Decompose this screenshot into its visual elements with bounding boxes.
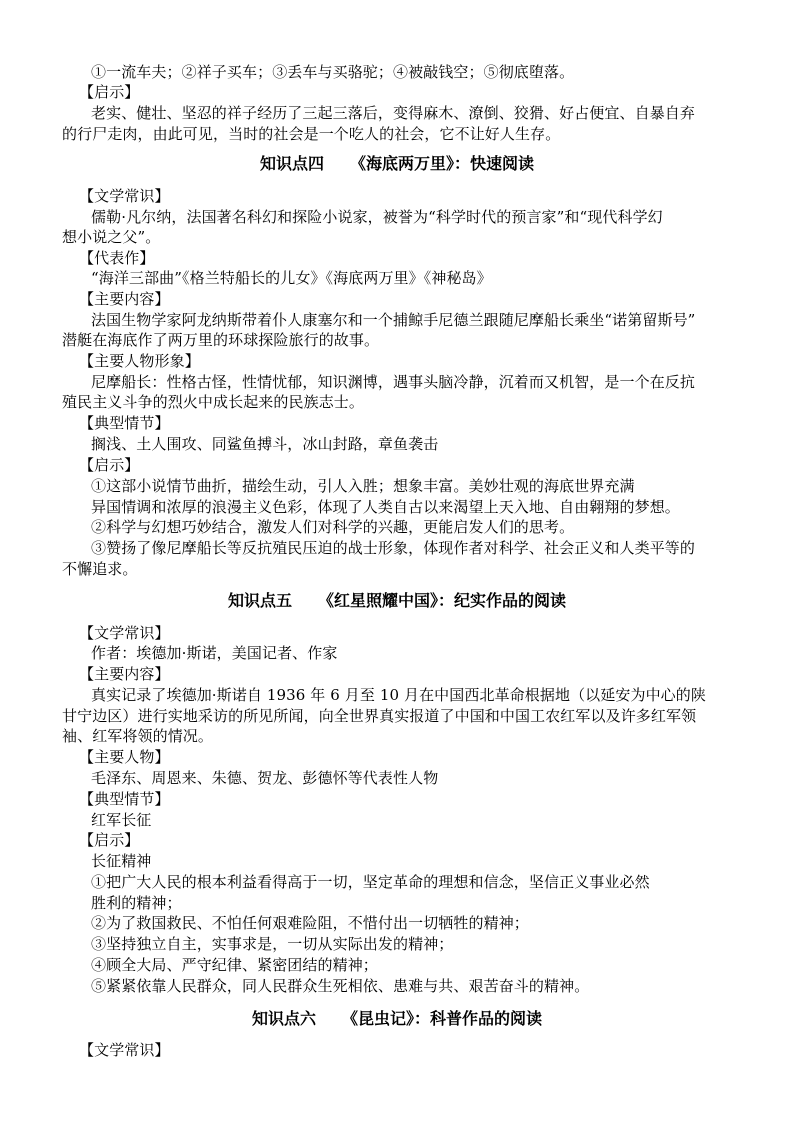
heading-number: 知识点四 <box>259 154 324 173</box>
paragraph-line: 潜艇在海底作了两万里的环球探险旅行的故事。 <box>62 331 380 349</box>
paragraph-line: 红军长征 <box>91 811 152 829</box>
heading-number: 知识点五 <box>227 591 292 610</box>
renwu-label: 【主要人物形象】 <box>79 352 200 370</box>
section-heading-5 <box>0 590 794 612</box>
paragraph-line: 异国情调和浓厚的浪漫主义色彩，体现了人类自古以来渴望上天入地、自由翱翔的梦想。 <box>91 498 680 516</box>
qishi-label: 【启示】 <box>79 456 140 474</box>
paragraph-line: 毛泽东、周恩来、朱德、贺龙、彭德怀等代表性人物 <box>91 769 439 787</box>
paragraph-line: 尼摩船长：性格古怪，性情忧郁，知识渊博，遇事头脑冷静，沉着而又机智，是一个在反抗 <box>91 373 696 391</box>
paragraph-line: 袖、红军将领的情况。 <box>62 727 214 745</box>
paragraph-line: “海洋三部曲”《格兰特船长的儿女》《海底两万里》《神秘岛》 <box>91 269 492 287</box>
paragraph-line: ②为了救国救民、不怕任何艰难险阻，不惜付出一切牺牲的精神； <box>91 914 529 932</box>
paragraph-line: 甘宁边区）进行实地采访的所见所闻，向全世界真实报道了中国和中国工农红军以及许多红军领 <box>62 707 697 725</box>
heading-title: 《红星照耀中国》：纪实作品的阅读 <box>318 591 567 610</box>
paragraph-line: ③赞扬了像尼摩船长等反抗殖民压迫的战士形象，体现作者对科学、社会正义和人类平等的 <box>91 539 696 557</box>
paragraph-line: ④顾全大局、严守纪律、紧密团结的精神； <box>91 956 378 974</box>
neirong-label: 【主要内容】 <box>79 665 170 683</box>
paragraph-line: 胜利的精神； <box>91 894 182 912</box>
section-heading-4 <box>0 153 794 175</box>
paragraph-line: 法国生物学家阿龙纳斯带着仆人康塞尔和一个捕鲸手尼德兰跟随尼摩船长乘坐“诺第留斯号” <box>91 311 696 329</box>
wenxue-label: 【文学常识】 <box>79 624 170 642</box>
paragraph-line: 想小说之父”。 <box>62 228 161 246</box>
paragraph-line: 真实记录了埃德加·斯诺自 1936 年 6 月至 10 月在中国西北革命根据地（以延安为中心的陕 <box>91 686 706 704</box>
plot-summary-line: ①一流车夫；②祥子买车；③丢车与买骆驼；④被敲钱空；⑤彻底堕落。 <box>91 63 575 81</box>
paragraph-line: ⑤紧紧依靠人民群众，同人民群众生死相依、患难与共、艰苦奋斗的精神。 <box>91 977 590 995</box>
paragraph-line: 搁浅、土人围攻、同鲨鱼搏斗，冰山封路，章鱼袭击 <box>91 435 439 453</box>
daibiao-label: 【代表作】 <box>79 249 155 267</box>
qingjie-label: 【典型情节】 <box>79 414 170 432</box>
paragraph-line: 不懈追求。 <box>62 560 138 578</box>
section-heading-6 <box>0 1008 794 1030</box>
paragraph-line: ②科学与幻想巧妙结合，激发人们对科学的兴趣，更能启发人们的思考。 <box>91 518 575 536</box>
paragraph-line: ③坚持独立自主，实事求是，一切从实际出发的精神； <box>91 935 454 953</box>
heading-title: 《昆虫记》：科普作品的阅读 <box>342 1009 543 1028</box>
renwu-label: 【主要人物】 <box>79 748 170 766</box>
paragraph-line: 儒勒·凡尔纳，法国著名科幻和探险小说家，被誉为“科学时代的预言家”和“现代科学幻 <box>91 208 663 226</box>
heading-title: 《海底两万里》：快速阅读 <box>350 154 535 173</box>
heading-number: 知识点六 <box>251 1009 316 1028</box>
wenxue-label: 【文学常识】 <box>79 187 170 205</box>
paragraph-line: ①这部小说情节曲折，描绘生动，引人入胜；想象丰富。美妙壮观的海底世界充满 <box>91 477 635 495</box>
qishi-label: 【启示】 <box>79 83 140 101</box>
qingjie-label: 【典型情节】 <box>79 790 170 808</box>
paragraph-line: 作者：埃德加·斯诺，美国记者、作家 <box>91 644 338 662</box>
paragraph-line: 老实、健壮、坚忍的祥子经历了三起三落后，变得麻木、潦倒、狡猾、好占便宜、自暴自弃 <box>91 104 696 122</box>
neirong-label: 【主要内容】 <box>79 290 170 308</box>
paragraph-line: 殖民主义斗争的烈火中成长起来的民族志士。 <box>62 393 365 411</box>
paragraph-line: 的行尸走肉，由此可见，当时的社会是一个吃人的社会，它不让好人生存。 <box>62 125 561 143</box>
paragraph-line: ①把广大人民的根本利益看得高于一切，坚定革命的理想和信念，坚信正义事业必然 <box>91 873 650 891</box>
paragraph-line: 长征精神 <box>91 852 152 870</box>
wenxue-label: 【文学常识】 <box>79 1041 170 1059</box>
qishi-label: 【启示】 <box>79 831 140 849</box>
